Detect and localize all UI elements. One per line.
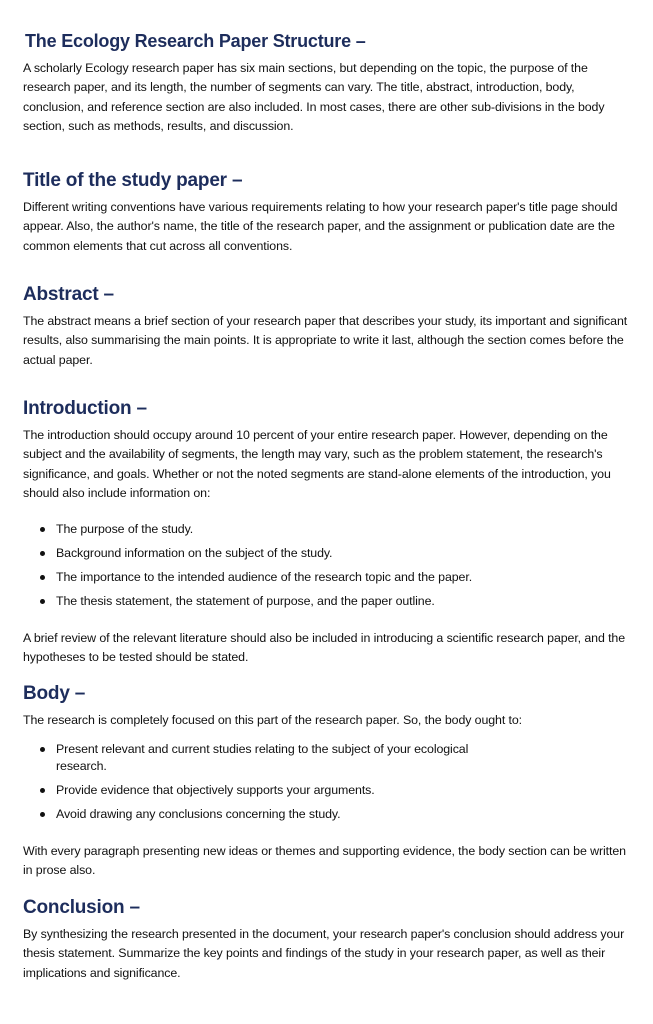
- list-item: Background information on the subject of the study.: [40, 545, 600, 562]
- list-item: The purpose of the study.: [40, 521, 600, 538]
- introduction-bullet-list: [40, 521, 600, 610]
- heading-title-of-study: Title of the study paper –: [23, 170, 243, 191]
- paragraph-title-of-study: Different writing conventions have various requirements relating to how your research paper's title page should appear. Also, the author's name, the title of the research paper, and the assignment or publication date are the common elements that cut across all conventions.: [23, 200, 618, 253]
- heading-body: Body –: [23, 683, 86, 704]
- heading-abstract: Abstract –: [23, 284, 114, 305]
- paragraph-abstract: The abstract means a brief section of your research paper that describes your study, its important and significant results, also summarising the main points. It is appropriate to write it last, although the section comes before the actual paper.: [23, 314, 628, 367]
- paragraph-body: The research is completely focused on this part of the research paper. So, the body ought to:: [23, 713, 523, 727]
- paragraph-body-closing: With every paragraph presenting new ideas or themes and supporting evidence, the body section can be written in prose also.: [23, 844, 626, 878]
- heading-paper-structure: The Ecology Research Paper Structure –: [25, 31, 366, 51]
- paragraph-introduction: The introduction should occupy around 10 percent of your entire research paper. However, depending on the subject and the availability of segments, the length may vary, such as the problem statement, the research's significance, and goals. Whether or not the noted segments are stand-alone elements of the introduction, you should also include information on:: [23, 428, 611, 500]
- paragraph-conclusion: By synthesizing the research presented in the document, your research paper's conclusion should address your thesis statement. Summarize the key points and findings of the study in your research paper, as well as their implications and significance.: [23, 927, 625, 980]
- heading-introduction: Introduction –: [23, 398, 147, 419]
- paragraph-paper-structure: A scholarly Ecology research paper has six main sections, but depending on the topic, the purpose of the research paper, and its length, the number of segments can vary. The title, abstract, introduction, body, conclusion, and reference section are also included. In most cases, there are other sub-divisions in the body section, such as methods, results, and discussion.: [23, 61, 605, 133]
- paragraph-introduction-closing: A brief review of the relevant literature should also be included in introducing a scientific research paper, and the hypotheses to be tested should be stated.: [23, 631, 625, 665]
- heading-conclusion: Conclusion –: [23, 897, 140, 918]
- list-item: Provide evidence that objectively supports your arguments.: [40, 782, 510, 799]
- body-bullet-list: [40, 741, 510, 822]
- list-item: Present relevant and current studies relating to the subject of your ecological research.: [40, 741, 510, 774]
- list-item: Avoid drawing any conclusions concerning the study.: [40, 806, 510, 823]
- list-item: The thesis statement, the statement of purpose, and the paper outline.: [40, 593, 600, 610]
- list-item: The importance to the intended audience of the research topic and the paper.: [40, 569, 600, 586]
